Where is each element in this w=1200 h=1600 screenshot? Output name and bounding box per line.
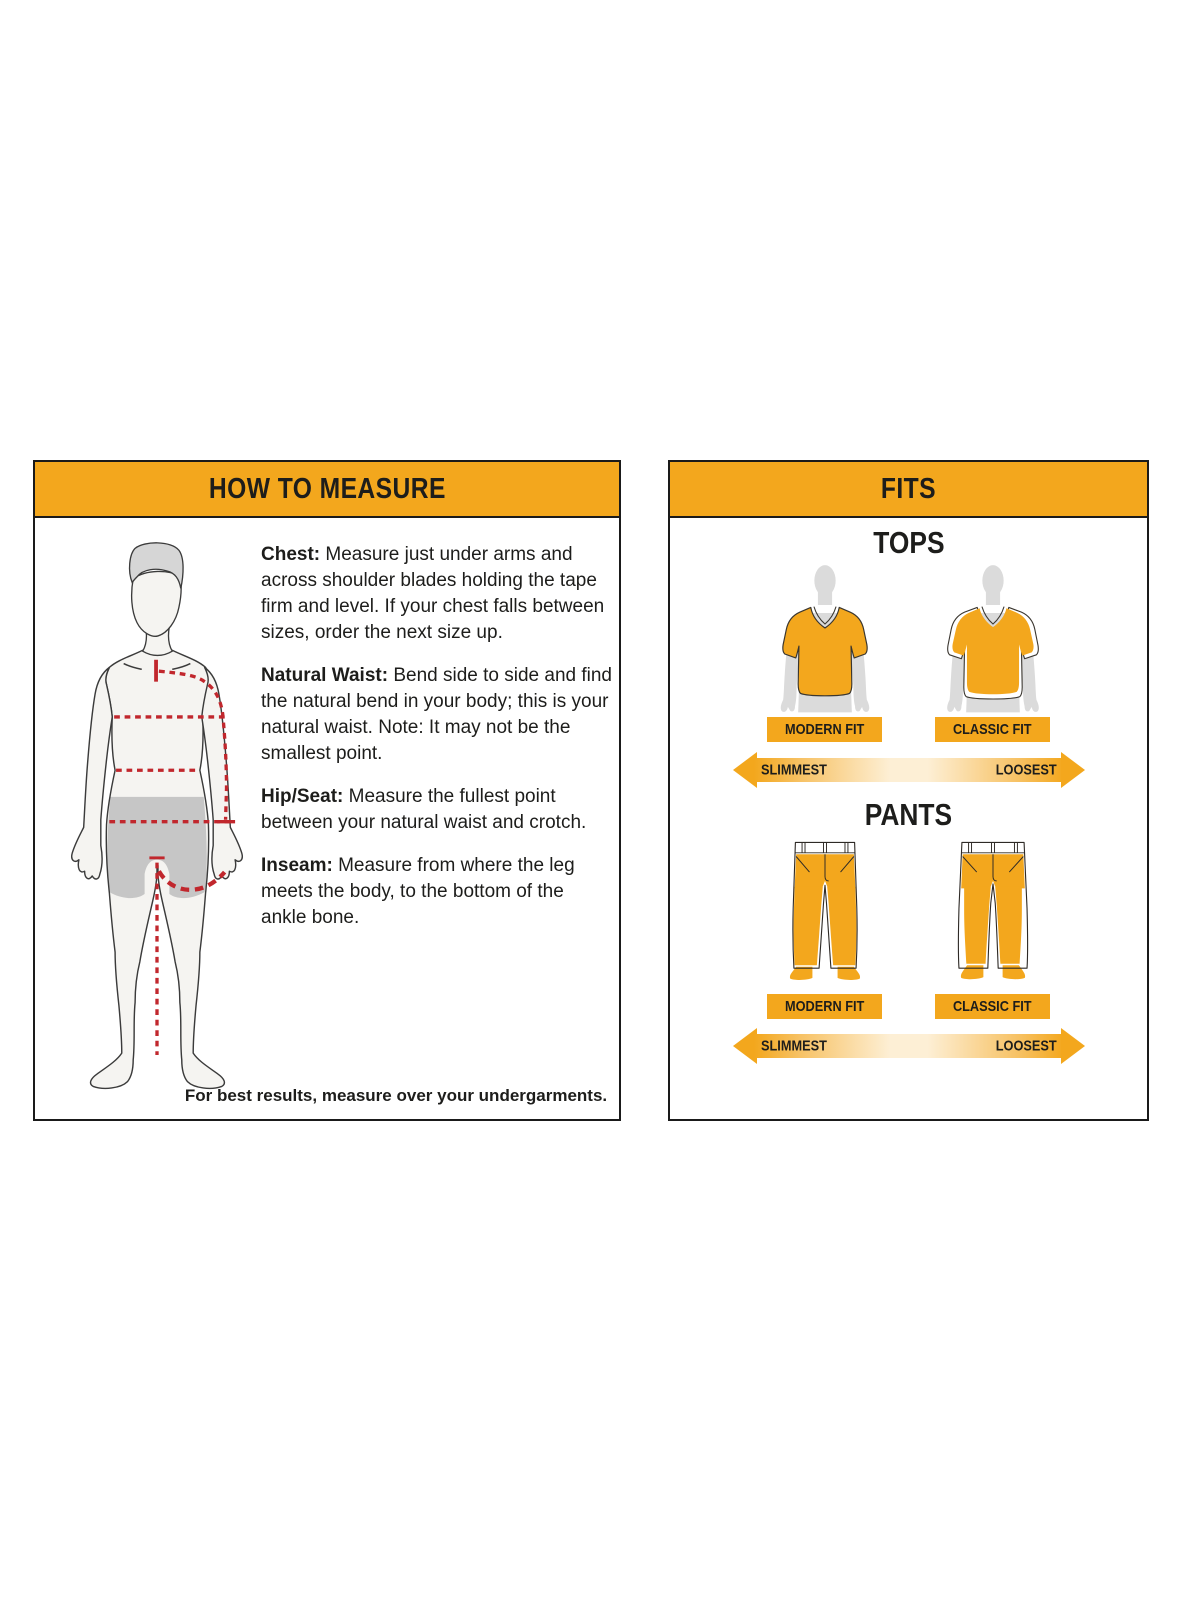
pants-fit-scale — [733, 1028, 1085, 1064]
tops-scale-loosest-label: LOOSEST — [995, 761, 1057, 779]
fits-body — [670, 518, 1147, 1121]
tops-modern-fit-block — [745, 564, 905, 742]
natural-waist-text: Bend side to side and find the natural bend in your body; this is your natural waist. Note: It may not be the smallest point. — [261, 665, 612, 764]
silhouette-head — [982, 565, 1003, 596]
tops-classic-fit-label: CLASSIC FIT — [935, 717, 1050, 742]
inseam-label: Inseam: — [261, 855, 333, 876]
silhouette-head — [814, 565, 835, 596]
arrow-right-icon — [1061, 752, 1085, 788]
pants-classic-fit-label: CLASSIC FIT — [935, 994, 1050, 1019]
fits-title: FITS — [880, 472, 937, 505]
fits-header — [670, 462, 1147, 518]
modern-fit-top-illustration — [761, 564, 889, 714]
chest-label: Chest: — [261, 544, 321, 565]
measurement-figure-illustration — [57, 526, 257, 1104]
natural-waist-label: Natural Waist: — [261, 665, 389, 686]
fits-panel — [668, 460, 1149, 1121]
inseam-text: Measure from where the leg meets the body, to the bottom of the ankle bone. — [261, 855, 575, 928]
modern-fit-pants-illustration — [775, 838, 875, 986]
figure-shorts — [107, 797, 207, 898]
measure-footnote: For best results, measure over your undergarments. — [184, 1086, 608, 1105]
pants-heading: PANTS — [864, 797, 953, 832]
pants-classic-fit-block — [913, 836, 1073, 1019]
hip-seat-label: Hip/Seat: — [261, 786, 344, 807]
pants-modern-fit-label: MODERN FIT — [767, 994, 882, 1019]
pants-scale-loosest-label: LOOSEST — [995, 1037, 1057, 1055]
hip-seat-text: Measure the fullest point between your natural waist and crotch. — [261, 786, 587, 833]
measure-instructions — [261, 542, 613, 948]
classic-fit-pants-illustration — [943, 838, 1043, 986]
measure-section-hip-seat — [261, 784, 613, 836]
tops-classic-fit-block — [913, 564, 1073, 742]
pants-figure-row — [745, 836, 1073, 1019]
tops-scale-slimmest-label: SLIMMEST — [760, 761, 827, 779]
measure-section-inseam — [261, 853, 613, 931]
figure-face — [132, 571, 182, 636]
how-to-measure-panel — [33, 460, 621, 1121]
tops-figure-row — [745, 564, 1073, 742]
classic-fit-top-illustration — [929, 564, 1057, 714]
arrow-right-icon — [1061, 1028, 1085, 1064]
tops-heading: TOPS — [872, 525, 945, 560]
tops-fit-scale — [733, 752, 1085, 788]
how-to-measure-title: HOW TO MEASURE — [208, 472, 446, 505]
measure-section-natural-waist — [261, 663, 613, 767]
how-to-measure-header — [35, 462, 619, 518]
measure-section-chest — [261, 542, 613, 646]
pants-modern-fit-block — [745, 836, 905, 1019]
pants-scale-slimmest-label: SLIMMEST — [760, 1037, 827, 1055]
tops-modern-fit-label: MODERN FIT — [767, 717, 882, 742]
how-to-measure-body — [35, 518, 619, 1121]
chest-text: Measure just under arms and across shoulder blades holding the tape firm and level. If your chest falls between sizes, order the next size up. — [261, 544, 605, 643]
